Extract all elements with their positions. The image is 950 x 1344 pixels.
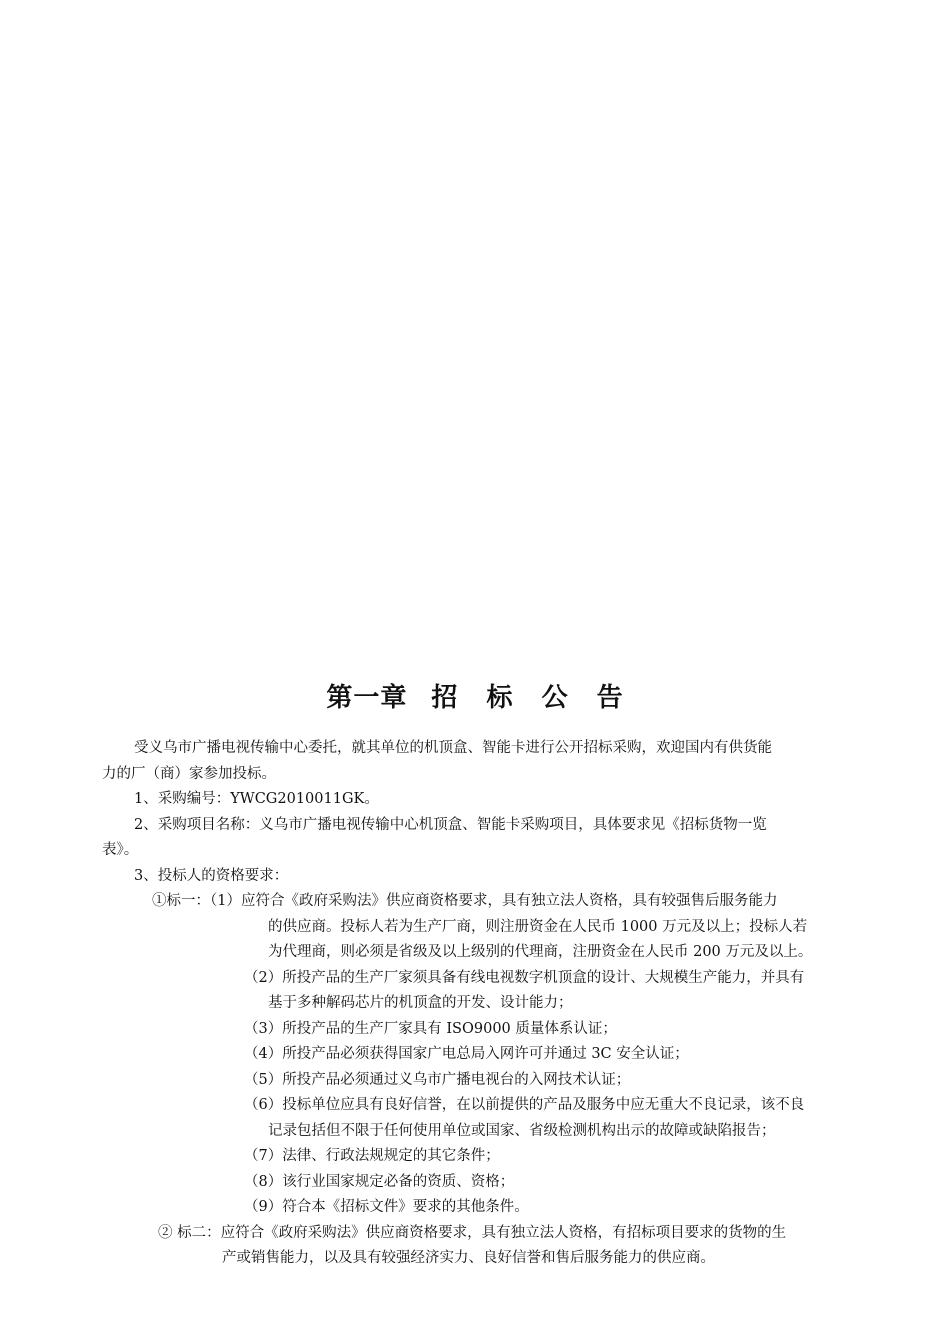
item-procurement-number: 1、采购编号：YWCG2010011GK。 bbox=[134, 791, 379, 807]
lot2-line-2: 产或销售能力，以及具有较强经济实力、良好信誉和售后服务能力的供应商。 bbox=[222, 1250, 715, 1266]
lot1-req3: （3）所投产品的生产厂家具有 ISO9000 质量体系认证； bbox=[244, 1020, 617, 1037]
lot1-req7: （7）法律、行政法规规定的其它条件； bbox=[244, 1148, 500, 1164]
item-qualification-heading: 3、投标人的资格要求： bbox=[134, 867, 289, 884]
item-project-name-line-2: 表》。 bbox=[102, 842, 139, 858]
lot1-req5: （5）所投产品必须通过义乌市广播电视台的入网技术认证； bbox=[244, 1071, 631, 1088]
lot1-req6-line-1: （6）投标单位应具有良好信誉，在以前提供的产品及服务中应无重大不良记录，该不良 bbox=[244, 1097, 805, 1113]
intro-line-1: 受义乌市广播电视传输中心委托，就其单位的机顶盒、智能卡进行公开招标采购，欢迎国内有供货能 bbox=[134, 740, 772, 756]
title-char-1: 招 bbox=[431, 683, 459, 713]
lot1-req1-line-3: 为代理商，则必须是省级及以上级别的代理商，注册资金在人民币 200 万元及以上。 bbox=[268, 944, 813, 960]
title-char-3: 公 bbox=[541, 683, 569, 713]
announcement-body bbox=[0, 736, 950, 1272]
title-char-2: 标 bbox=[486, 683, 514, 713]
lot1-req2-line-2: 基于多种解码芯片的机顶盒的开发、设计能力； bbox=[268, 995, 573, 1011]
chapter-title bbox=[0, 678, 950, 718]
lot1-req6-line-2: 记录包括但不限于任何使用单位或国家、省级检测机构出示的故障或缺陷报告； bbox=[268, 1122, 776, 1139]
lot2-line-1: ② 标二：应符合《政府采购法》供应商资格要求，具有独立法人资格，有招标项目要求的货物的生 bbox=[158, 1224, 787, 1241]
item-project-name-line-1: 2、采购项目名称：义乌市广播电视传输中心机顶盒、智能卡采购项目，具体要求见《招标货物一览 bbox=[134, 816, 767, 833]
title-chapter: 第一章 bbox=[326, 683, 408, 713]
lot1-req1-line-2: 的供应商。投标人若为生产厂商，则注册资金在人民币 1000 万元及以上；投标人若 bbox=[268, 918, 808, 935]
lot1-req9: （9）符合本《招标文件》要求的其他条件。 bbox=[244, 1199, 529, 1215]
intro-line-2: 力的厂（商）家参加投标。 bbox=[102, 765, 276, 782]
lot1-req2-line-1: （2）所投产品的生产厂家须具备有线电视数字机顶盒的设计、大规模生产能力，并具有 bbox=[244, 969, 805, 986]
lot1-req8: （8）该行业国家规定必备的资质、资格； bbox=[244, 1173, 515, 1190]
lot1-req4: （4）所投产品必须获得国家广电总局入网许可并通过 3C 安全认证； bbox=[244, 1046, 689, 1062]
title-char-4: 告 bbox=[596, 683, 624, 713]
lot1-req1-line-1: ①标一：（1）应符合《政府采购法》供应商资格要求，具有独立法人资格，具有较强售后服务能力 bbox=[152, 893, 778, 909]
